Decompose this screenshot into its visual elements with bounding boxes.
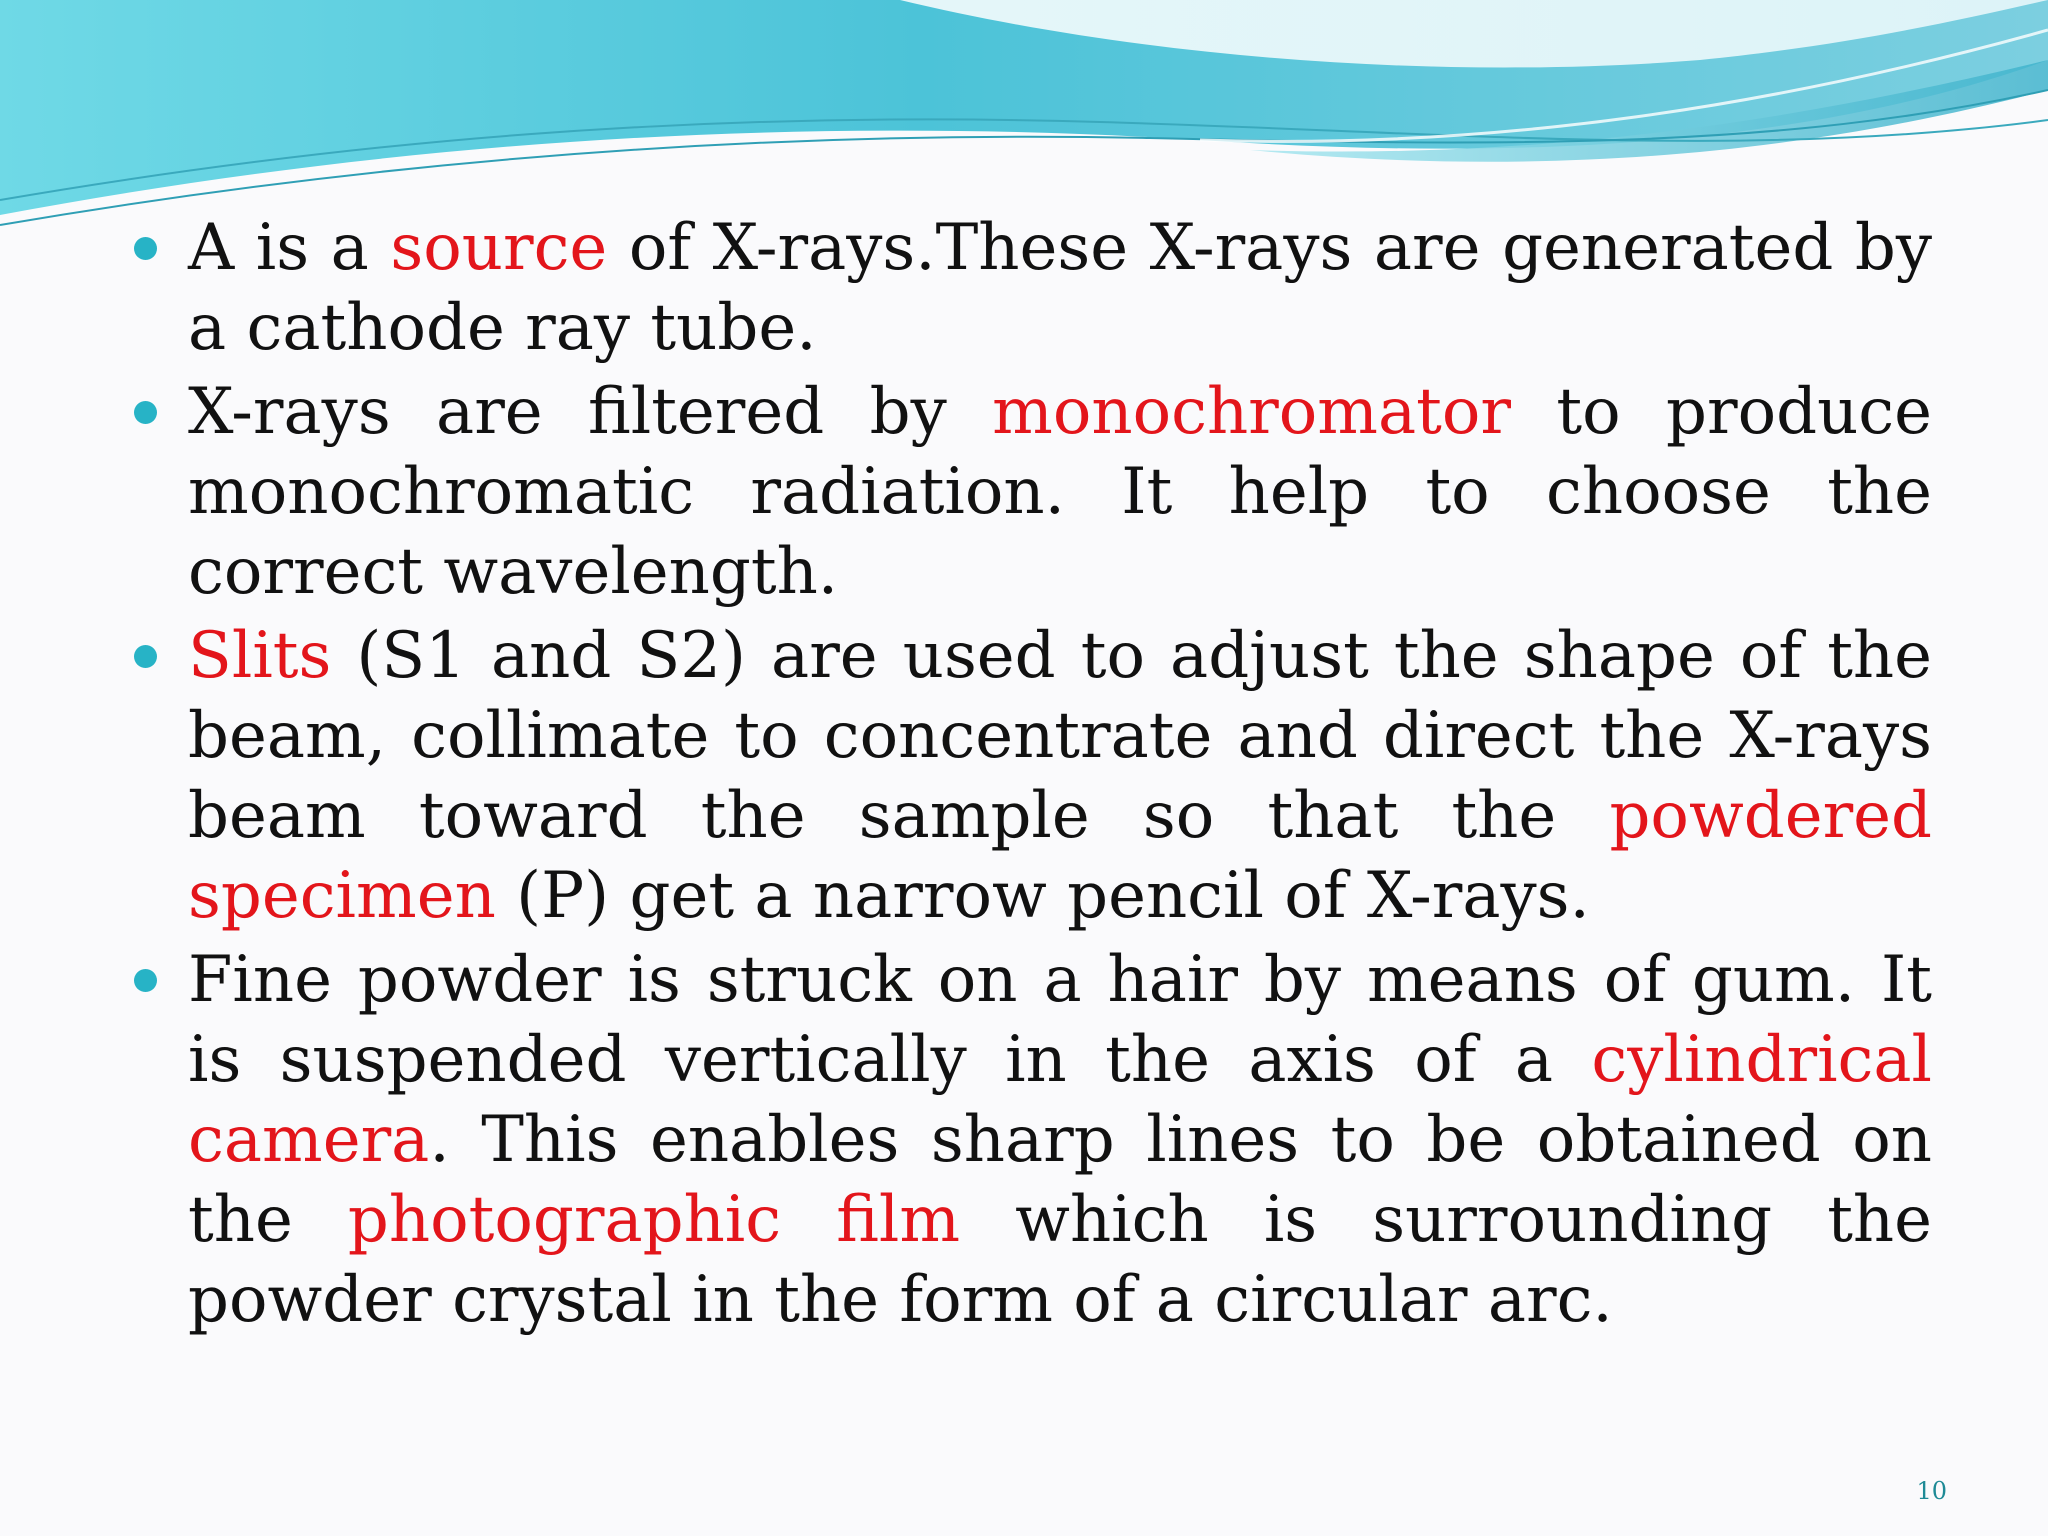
bullet-text: which is surrounding the powder crystal in the form of a circular arc. [188,1183,1932,1337]
bullet-item [132,616,1932,936]
highlight-term: photographic film [347,1183,961,1257]
highlight-term: source [390,211,608,285]
bullet-text: of X-rays.These X-rays are generated by a cathode ray tube. [188,211,1933,365]
bullet-text: to produce monochromatic radiation. It help to choose the correct wavelength. [188,375,1933,609]
bullet-text: . This enables sharp lines to be obtained on the [188,1103,1932,1257]
bullet-text: (S1 and S2) are used to adjust the shape of the beam, collimate to concentrate and direct the X-rays beam toward the sample so that the [188,619,1932,853]
bullet-dot-icon [134,401,157,424]
bullet-dot-icon [134,969,157,992]
bullet-dot-icon [134,237,157,260]
highlight-term: monochromator [992,375,1511,449]
highlight-term: Slits [188,619,332,693]
highlight-term: powdered specimen [188,779,1932,933]
bullet-dot-icon [134,645,157,668]
bullet-list [132,208,1932,1344]
bullet-item [132,372,1932,612]
bullet-text: A is a [188,211,391,285]
bullet-item [132,208,1932,368]
bullet-text: X-rays are filtered by [188,375,993,449]
bullet-item [132,940,1932,1340]
bullet-text: Fine powder is struck on a hair by means of gum. It is suspended vertically in the axis of a [188,943,1932,1097]
highlight-term: cylindrical camera [188,1023,1932,1177]
page-number: 10 [1916,1477,1947,1505]
bullet-text: (P) get a narrow pencil of X-rays. [495,859,1590,933]
